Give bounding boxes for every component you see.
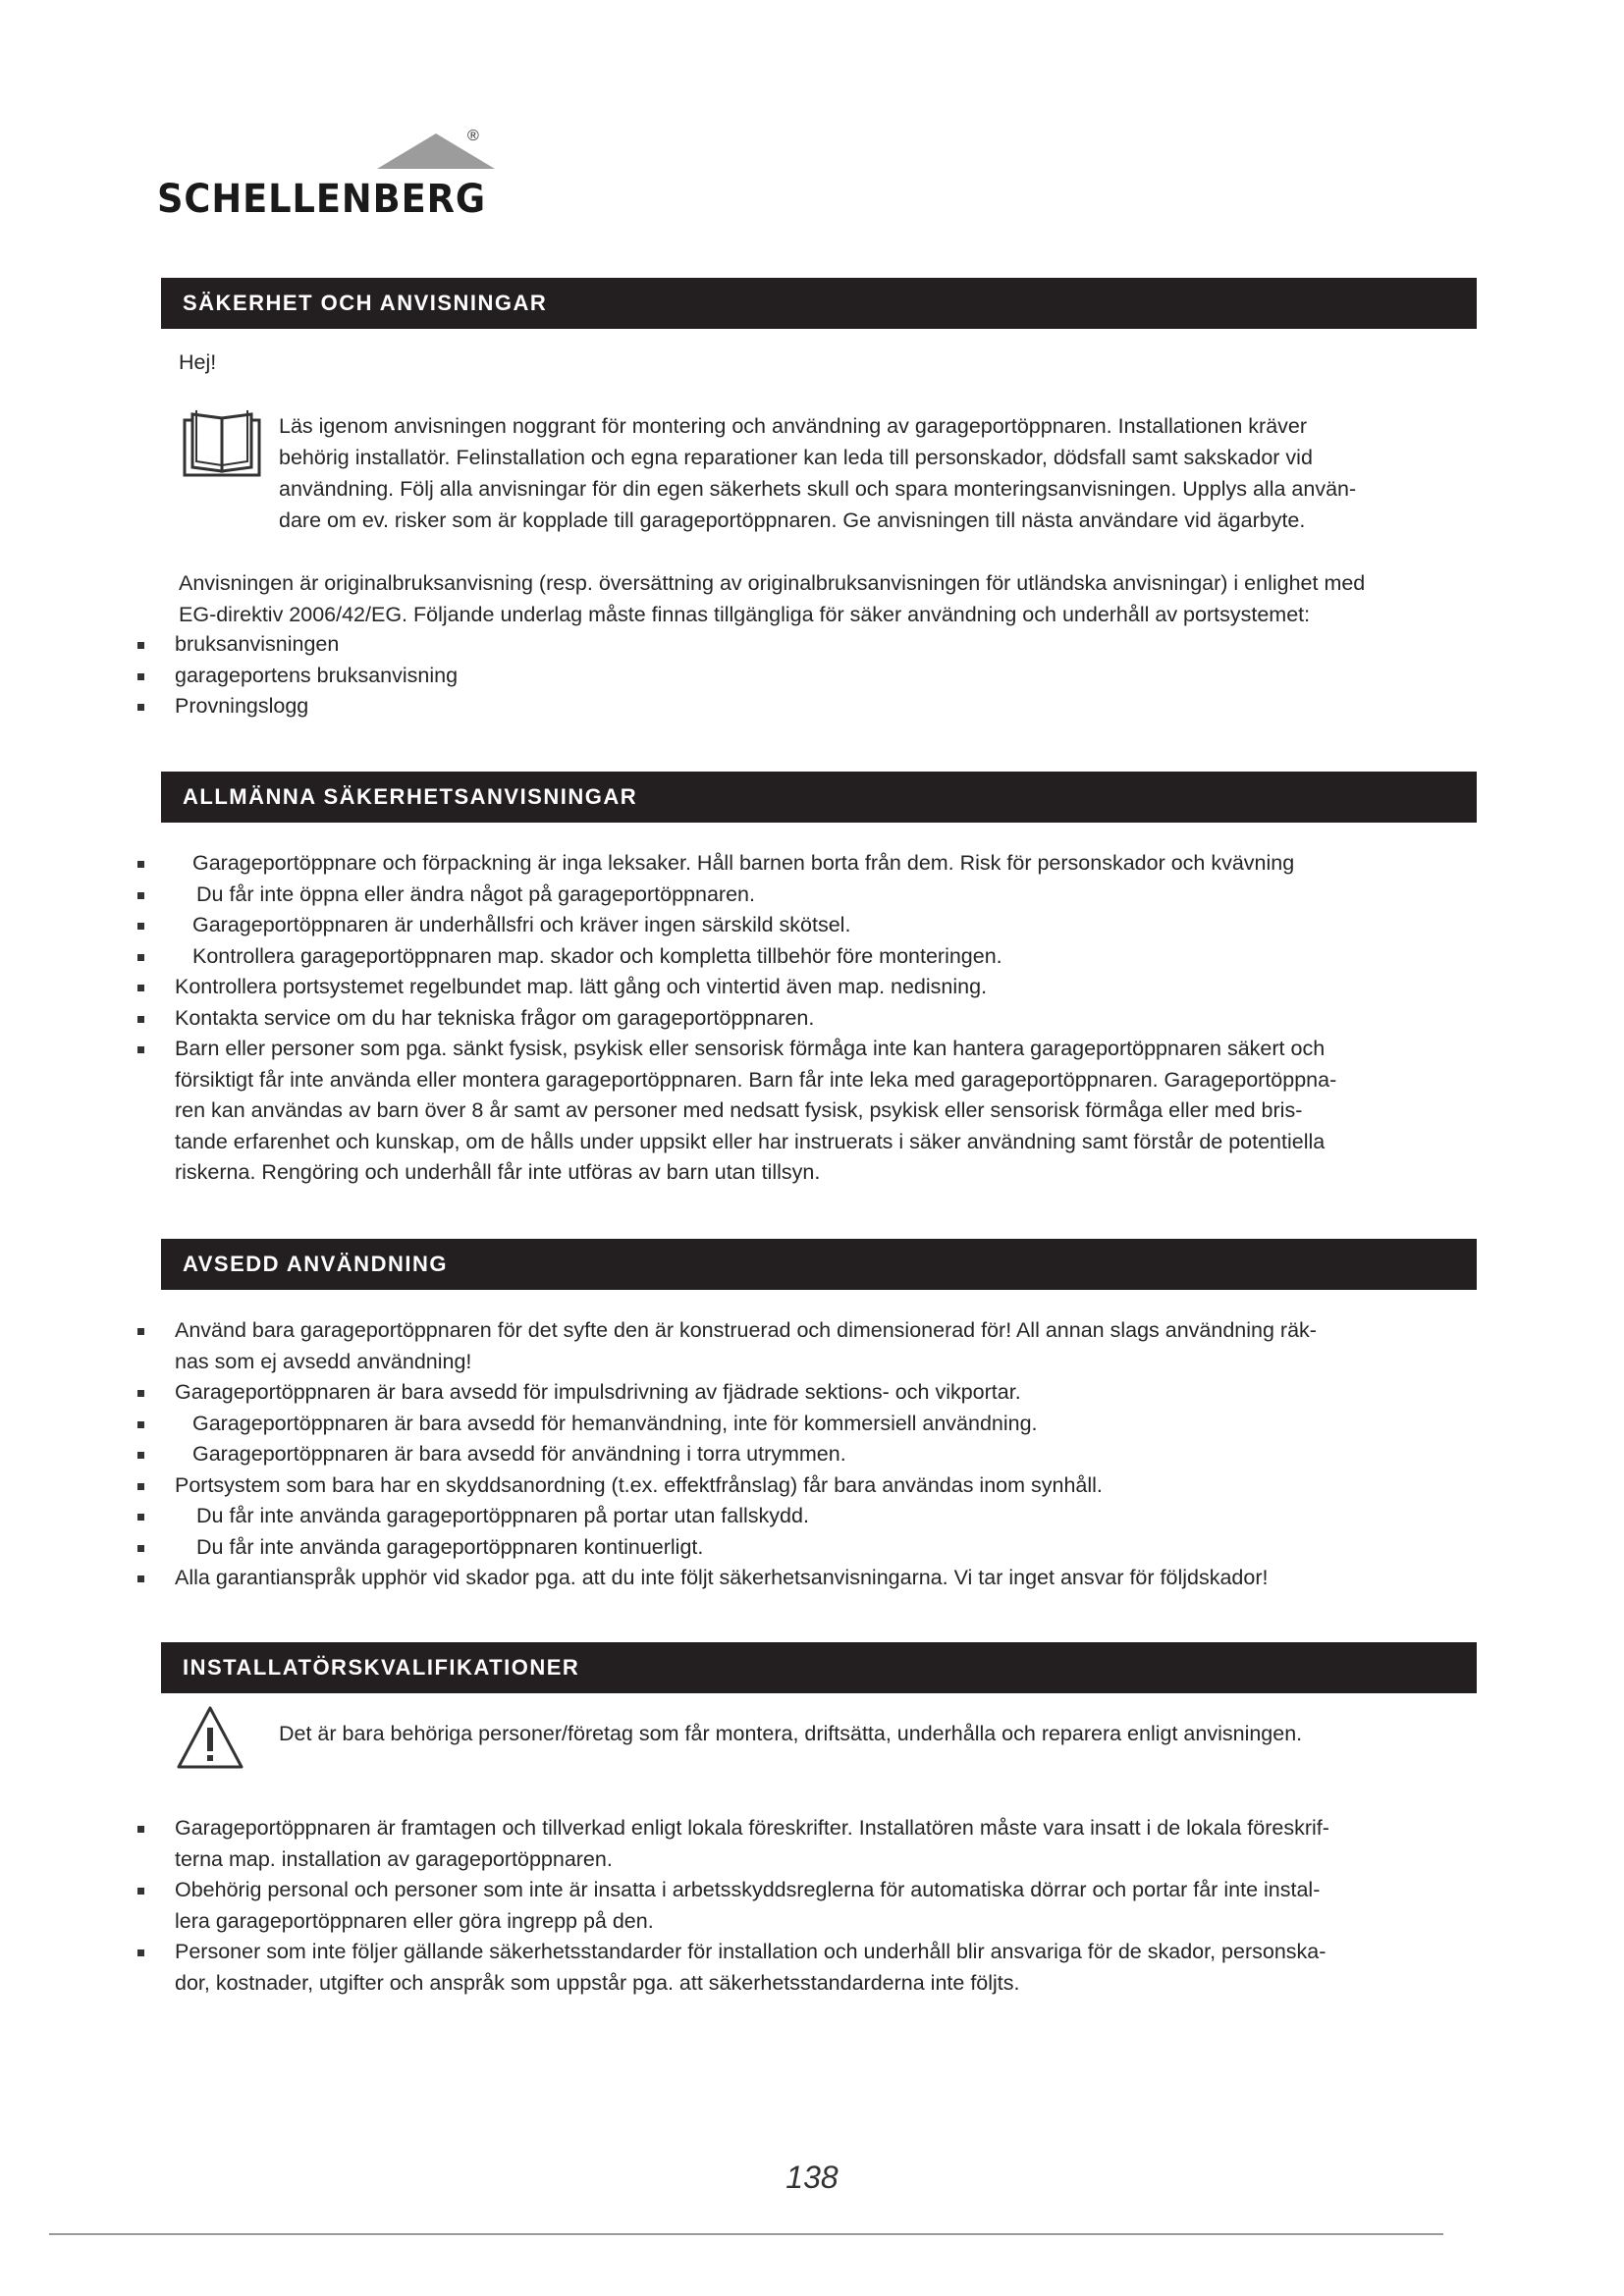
installer-list xyxy=(137,1813,1483,1999)
list-item: Garageportöppnaren är bara avsedd för hemanvändning, inte för kommersiell användning. xyxy=(137,1409,1483,1440)
footer-rule xyxy=(49,2233,1443,2235)
list-item: Du får inte öppna eller ändra något på garageportöppnaren. xyxy=(137,880,1483,911)
list-item: garageportens bruksanvisning xyxy=(137,661,1483,692)
intro-line: användning. Följ alla anvisningar för din egen säkerhets skull och spara monteringsanvisningen. Upplys alla använ- xyxy=(279,477,1357,501)
list-item: Obehörig personal och personer som inte är insatta i arbetsskyddsreglerna för automatiska dörrar och portar får inte instal- lera garageportöppnaren eller göra ingrepp på den. xyxy=(137,1875,1483,1937)
directive-line: Anvisningen är originalbruksanvisning (resp. översättning av originalbruksanvisningen för utländska anvisningar) i enlighet med xyxy=(179,571,1366,595)
greeting: Hej! xyxy=(179,350,217,374)
list-item: Du får inte använda garageportöppnaren på portar utan fallskydd. xyxy=(137,1501,1483,1532)
section-title-safety: SÄKERHET OCH ANVISNINGAR xyxy=(161,278,1477,329)
list-item: bruksanvisningen xyxy=(137,629,1483,661)
directive-line: EG-direktiv 2006/42/EG. Följande underlag måste finnas tillgängliga för säker användning och underhåll av portsystemet: xyxy=(179,603,1311,626)
installer-warning: Det är bara behöriga personer/företag som får montera, driftsätta, underhålla och reparera enligt anvisningen. xyxy=(279,1722,1303,1745)
manual-book-icon xyxy=(183,406,261,484)
section-title-intended-use: AVSEDD ANVÄNDNING xyxy=(161,1239,1477,1290)
list-item: Personer som inte följer gällande säkerhetsstandarder för installation och underhåll blir ansvariga för de skador, personska- dor, kostnader, utgifter och anspråk som uppstår pga. att säkerhetsstandarderna inte följts. xyxy=(137,1937,1483,1999)
list-item: Använd bara garageportöppnaren för det syfte den är konstruerad och dimensionerad för! All annan slags användning räk- nas som ej avsedd användning! xyxy=(137,1315,1483,1377)
list-item: Kontrollera garageportöppnaren map. skador och kompletta tillbehör före monteringen. xyxy=(137,941,1483,973)
list-item: Du får inte använda garageportöppnaren kontinuerligt. xyxy=(137,1532,1483,1564)
list-item: Provningslogg xyxy=(137,691,1483,722)
list-item: Portsystem som bara har en skyddsanordning (t.ex. effektfrånslag) får bara användas inom synhåll. xyxy=(137,1470,1483,1502)
warning-icon xyxy=(175,1704,245,1776)
registered-mark: ® xyxy=(467,128,479,144)
documents-list xyxy=(137,629,1483,722)
section-title-installer: INSTALLATÖRSKVALIFIKATIONER xyxy=(161,1642,1477,1693)
list-item: Alla garantianspråk upphör vid skador pga. att du inte följt säkerhetsanvisningarna. Vi tar inget ansvar för följdskador! xyxy=(137,1563,1483,1594)
brand-logo xyxy=(157,128,491,226)
list-item: Garageportöppnaren är bara avsedd för användning i torra utrymmen. xyxy=(137,1439,1483,1470)
page-number: 138 xyxy=(785,2160,839,2195)
list-item: Kontrollera portsystemet regelbundet map. lätt gång och vintertid även map. nedisning. xyxy=(137,972,1483,1003)
list-item: Garageportöppnare och förpackning är inga leksaker. Håll barnen borta från dem. Risk för personskador och kvävning xyxy=(137,848,1483,880)
list-item: Garageportöppnaren är framtagen och tillverkad enligt lokala föreskrifter. Installatören måste vara insatt i de lokala föreskrif- terna map. installation av garageportöppnaren. xyxy=(137,1813,1483,1875)
section-title-general: ALLMÄNNA SÄKERHETSANVISNINGAR xyxy=(161,772,1477,823)
directive-paragraph xyxy=(179,567,1494,630)
list-item: Garageportöppnaren är underhållsfri och kräver ingen särskild skötsel. xyxy=(137,910,1483,941)
brand-name: SCHELLENBERG xyxy=(157,177,487,222)
general-safety-list xyxy=(137,848,1483,1189)
intended-use-list xyxy=(137,1315,1483,1594)
intro-line: Läs igenom anvisningen noggrant för montering och användning av garageportöppnaren. Installationen kräver xyxy=(279,414,1308,438)
list-item: Garageportöppnaren är bara avsedd för impulsdrivning av fjädrade sektions- och vikportar. xyxy=(137,1377,1483,1409)
intro-line: dare om ev. risker som är kopplade till garageportöppnaren. Ge anvisningen till nästa användare vid ägarbyte. xyxy=(279,508,1306,532)
intro-line: behörig installatör. Felinstallation och egna reparationer kan leda till personskador, dödsfall samt sakskador vid xyxy=(279,446,1313,469)
intro-paragraph xyxy=(279,410,1477,536)
list-item: Barn eller personer som pga. sänkt fysisk, psykisk eller sensorisk förmåga inte kan hantera garageportöppnaren säkert och försiktigt får inte använda eller montera garageportöppnaren. Barn får inte leka med garageportöppnaren. Garageportöppna- ren kan användas av barn över 8 år samt av personer med nedsatt fysisk, psykisk eller sensorisk förmåga eller med bris- tande erfarenhet och kunskap, om de hålls under uppsikt eller har instruerats i säker användning samt förstår de potentiella riskerna. Rengöring och underhåll får inte utföras av barn utan tillsyn. xyxy=(137,1034,1483,1189)
list-item: Kontakta service om du har tekniska frågor om garageportöppnaren. xyxy=(137,1003,1483,1035)
